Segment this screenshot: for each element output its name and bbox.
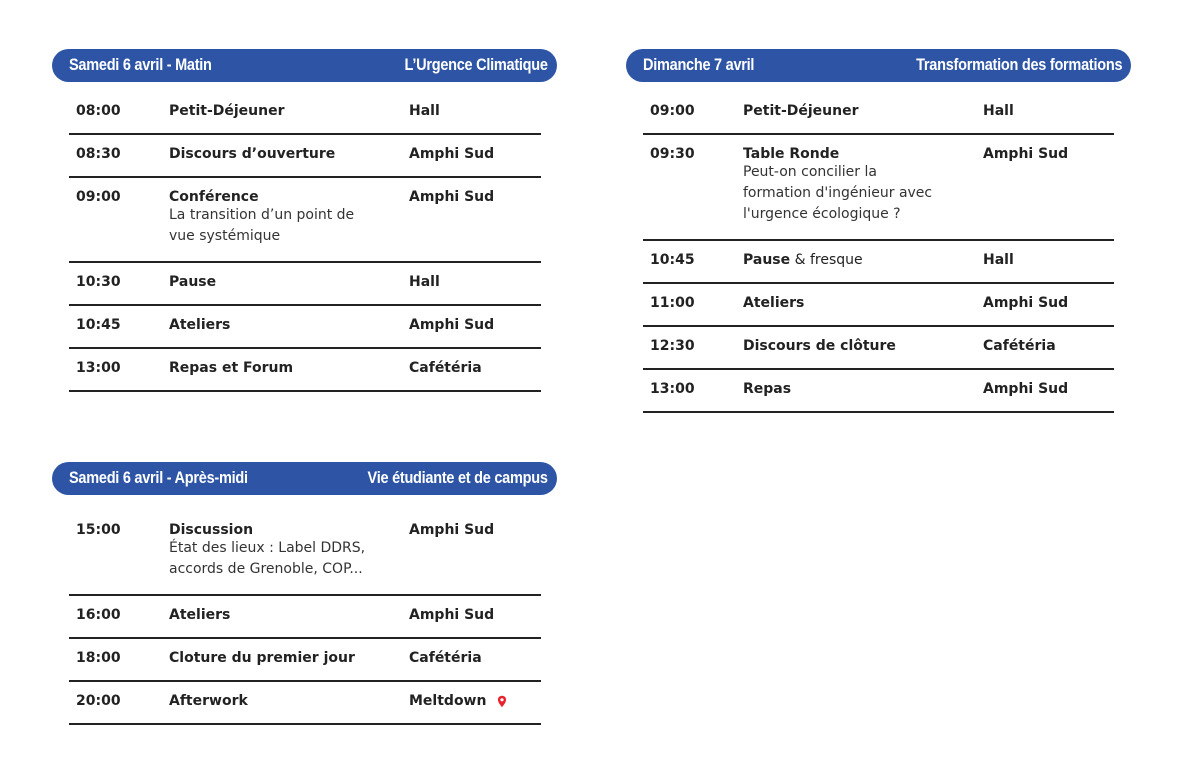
schedule-list [69,511,541,725]
time: 20:00 [76,693,121,709]
event-description-line: État des lieux : Label DDRS, [169,540,366,556]
event-place: Cafétéria [983,338,1056,354]
event-place: Hall [409,103,440,119]
time: 15:00 [76,522,121,538]
event-title: Discours de clôture [743,338,896,354]
event-place-link[interactable] [409,693,507,709]
theme-label: L’Urgence Climatique [404,56,548,74]
section-header [52,462,557,495]
table-row [69,98,541,135]
event-title: Ateliers [169,317,231,333]
event-place: Cafétéria [409,650,482,666]
table-row [69,178,541,263]
event-place: Amphi Sud [409,146,495,162]
table-row [69,349,541,392]
table-row [643,98,1114,135]
table-row [69,135,541,178]
table-row [69,682,541,725]
time: 09:30 [650,146,695,162]
event-title: Cloture du premier jour [169,650,355,666]
table-row [69,263,541,306]
event-title-suffix: & fresque [790,252,863,268]
time: 13:00 [650,381,695,397]
time: 10:30 [76,274,121,290]
table-row [643,241,1114,284]
event-place: Hall [983,252,1014,268]
event-place: Meltdown [409,693,487,709]
event-place: Cafétéria [409,360,482,376]
day-label: Dimanche 7 avril [643,56,755,74]
event-title: Discussion [169,522,254,538]
event-title: Petit-Déjeuner [169,103,285,119]
time: 18:00 [76,650,121,666]
table-row [643,327,1114,370]
event-title: Petit-Déjeuner [743,103,859,119]
event-description-line: Peut-on concilier la [743,164,877,180]
time: 11:00 [650,295,695,311]
section-header [626,49,1131,82]
table-row [69,639,541,682]
theme-label: Transformation des formations [915,56,1122,74]
day-label: Samedi 6 avril - Après-midi [69,469,248,487]
event-title: Ateliers [169,607,231,623]
event-place: Amphi Sud [983,146,1069,162]
event-place: Amphi Sud [409,607,495,623]
time: 12:30 [650,338,695,354]
event-title: Pause [743,252,791,268]
time: 09:00 [76,189,121,205]
table-row [69,511,541,596]
event-place: Hall [983,103,1014,119]
schedule-list [69,98,541,392]
time: 08:00 [76,103,121,119]
table-row [643,284,1114,327]
event-title: Ateliers [743,295,805,311]
event-place: Amphi Sud [409,522,495,538]
table-row [643,370,1114,413]
event-description-line: formation d'ingénieur avec [743,185,933,201]
theme-label: Vie étudiante et de campus [367,469,548,487]
event-description-line: vue systémique [169,228,281,244]
event-title: Conférence [169,189,259,205]
day-label: Samedi 6 avril - Matin [69,56,212,74]
time: 10:45 [650,252,695,268]
event-title: Discours d’ouverture [169,146,336,162]
event-title: Table Ronde [743,146,840,162]
event-title: Repas et Forum [169,360,294,376]
map-pin-icon[interactable] [497,695,507,708]
schedule-list [643,98,1114,413]
event-description-line: accords de Grenoble, COP... [169,561,363,577]
time: 16:00 [76,607,121,623]
table-row [69,596,541,639]
event-place: Amphi Sud [409,189,495,205]
time: 08:30 [76,146,121,162]
section-header [52,49,557,82]
time: 10:45 [76,317,121,333]
event-place: Amphi Sud [983,295,1069,311]
time: 13:00 [76,360,121,376]
event-place: Amphi Sud [983,381,1069,397]
event-place: Hall [409,274,440,290]
event-description-line: l'urgence écologique ? [743,206,901,222]
event-title-group [743,252,863,268]
table-row [643,135,1114,241]
time: 09:00 [650,103,695,119]
event-title: Afterwork [169,693,248,709]
table-row [69,306,541,349]
event-place: Amphi Sud [409,317,495,333]
event-title: Repas [743,381,792,397]
event-title: Pause [169,274,217,290]
event-description-line: La transition d’un point de [169,207,355,223]
